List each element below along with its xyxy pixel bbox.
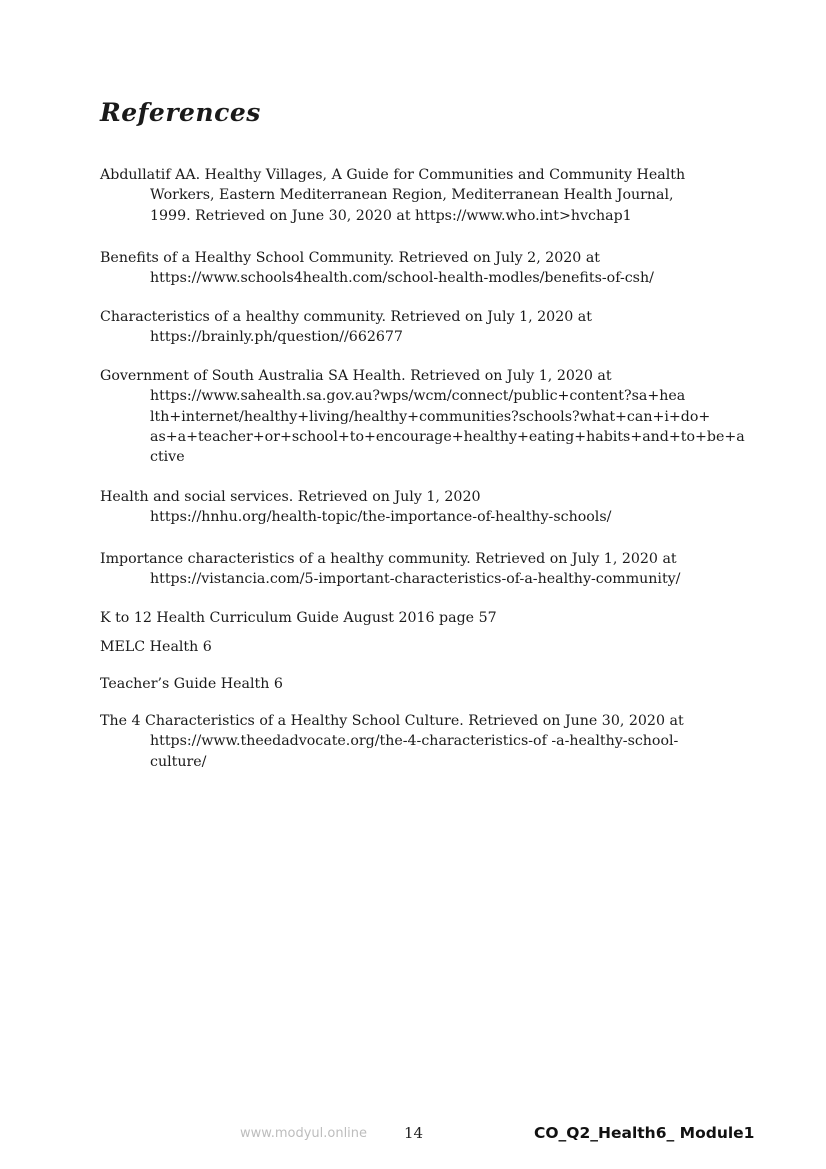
reference-line-continued: Workers, Eastern Mediterranean Region, Mediterranean Health Journal, <box>150 187 674 204</box>
reference-entry <box>100 248 800 289</box>
reference-line-continued: 1999. Retrieved on June 30, 2020 at https://www.who.int>hvchap1 <box>150 207 632 224</box>
reference-line: Teacher’s Guide Health 6 <box>100 676 283 692</box>
reference-line-continued: https://vistancia.com/5-important-characteristics-of-a-healthy-community/ <box>150 571 681 588</box>
reference-entry <box>100 307 800 348</box>
reference-line: MELC Health 6 <box>100 639 212 655</box>
reference-line-continued: lth+internet/healthy+living/healthy+communities?schools?what+can+i+do+ <box>150 408 711 425</box>
reference-entry <box>100 637 800 657</box>
reference-line-continued: https://www.theedadvocate.org/the-4-characteristics-of -a-healthy-school- <box>150 733 679 750</box>
reference-line: K to 12 Health Curriculum Guide August 2016 page 57 <box>100 610 497 626</box>
reference-entry <box>100 366 800 467</box>
reference-line-continued: as+a+teacher+or+school+to+encourage+healthy+eating+habits+and+to+be+a <box>150 428 745 445</box>
reference-line-continued: https://hnhu.org/health-topic/the-importance-of-healthy-schools/ <box>150 509 612 526</box>
reference-line: The 4 Characteristics of a Healthy School Culture. Retrieved on June 30, 2020 at <box>100 713 684 729</box>
module-label: CO_Q2_Health6_ Module1 <box>534 1124 755 1142</box>
page-title: References <box>100 98 261 127</box>
reference-line-continued: culture/ <box>150 753 207 770</box>
watermark: www.modyul.online <box>240 1126 368 1141</box>
reference-line: Health and social services. Retrieved on July 1, 2020 <box>100 489 481 505</box>
page-number: 14 <box>404 1124 424 1142</box>
reference-line-continued: https://www.schools4health.com/school-health-modles/benefits-of-csh/ <box>150 270 654 287</box>
reference-entry <box>100 608 800 628</box>
reference-entry <box>100 674 800 694</box>
reference-entry <box>100 711 800 772</box>
reference-line: Characteristics of a healthy community. Retrieved on July 1, 2020 at <box>100 309 592 325</box>
reference-line: Importance characteristics of a healthy community. Retrieved on July 1, 2020 at <box>100 551 677 567</box>
page-footer <box>0 1124 826 1144</box>
reference-entry <box>100 487 800 528</box>
reference-line: Abdullatif AA. Healthy Villages, A Guide for Communities and Community Health <box>100 167 686 183</box>
reference-line: Government of South Australia SA Health. Retrieved on July 1, 2020 at <box>100 368 612 384</box>
reference-line: Benefits of a Healthy School Community. Retrieved on July 2, 2020 at <box>100 250 601 266</box>
reference-entry <box>100 165 800 226</box>
reference-line-continued: https://brainly.ph/question//662677 <box>150 329 403 346</box>
reference-entry <box>100 549 800 590</box>
reference-line-continued: ctive <box>150 449 185 466</box>
reference-line-continued: https://www.sahealth.sa.gov.au?wps/wcm/connect/public+content?sa+hea <box>150 388 686 405</box>
